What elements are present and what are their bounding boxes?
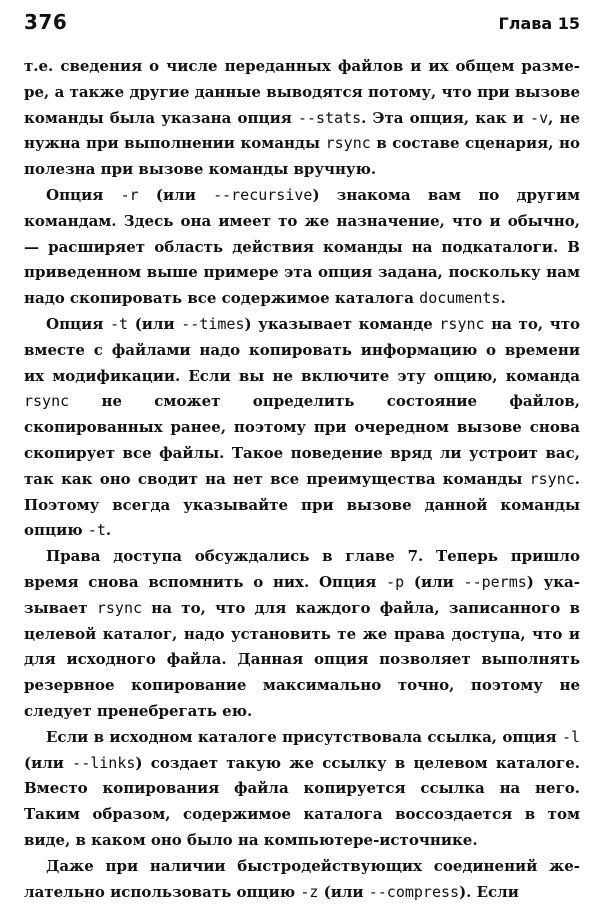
inline-code: --links	[72, 753, 136, 772]
inline-code: --compress	[368, 882, 460, 901]
inline-code: -l	[561, 727, 580, 746]
paragraph	[24, 544, 580, 725]
paragraph	[24, 54, 580, 183]
text-run: ) знакома вам по другим командам. Здесь она имеет то же назначение, что и обычно, — расширяет область действия команды на подкаталоги. В приведенном выше примере эта опция задана, поскольку нам надо скопировать все содержимое каталога	[24, 185, 580, 308]
text-run: Даже при наличии быстродействующих соединений желательно использовать опцию	[24, 856, 580, 901]
inline-code: --perms	[463, 572, 527, 591]
text-run: . Поэтому всегда указывайте при вызове данной команды опцию	[24, 469, 580, 540]
text-run: на то, что для каждого файла, записанного в целевой каталог, надо установить те же права доступа, что и для исходного файла. Данная опция позволяет выполнять резервное копирование максимально точно, поэтому не следует пренебрегать ею.	[24, 598, 580, 720]
text-run: Опция	[46, 314, 110, 333]
text-run: на то, что вместе с файлами надо копировать информацию о времени их модификации. Если вы не включите эту опцию, команда	[24, 314, 580, 385]
chapter-label: Глава 15	[498, 14, 580, 33]
inline-code: -z	[300, 882, 319, 901]
text-run: .	[105, 521, 112, 540]
text-run: (или	[404, 572, 464, 591]
text-run: , не нужна при выполнении команды	[24, 108, 580, 153]
inline-code: --stats	[297, 108, 362, 127]
running-head	[24, 10, 580, 54]
text-run: ) создает такую же ссылку в целевом каталоге. Вместо копирования файла копируется ссылка на него. Таким образом, содержимое каталога воссоздается в том виде, в каком оно было на компьютере-источнике.	[24, 753, 580, 849]
text-run: (или	[24, 753, 73, 772]
text-run: ). Если	[459, 882, 519, 901]
body-text	[24, 54, 580, 905]
inline-code: rsync	[439, 314, 485, 333]
inline-code: rsync	[325, 134, 371, 153]
page-number: 376	[24, 10, 68, 34]
inline-code: --recursive	[213, 185, 313, 204]
text-run: т.е. сведения о числе переданных файлов и их общем размере, а также другие данные выводятся потому, что при вызове команды была указана опция	[24, 57, 580, 127]
text-run: Опция	[46, 185, 121, 204]
text-run: (или	[138, 185, 214, 204]
inline-code: -p	[386, 572, 405, 591]
text-run: Права доступа обсуждались в главе 7. Теперь пришло время снова вспомнить о них. Опция	[24, 547, 580, 591]
paragraph	[24, 183, 580, 312]
inline-code: rsync	[24, 392, 70, 411]
text-run: (или	[128, 314, 182, 333]
inline-code: -t	[109, 314, 129, 333]
text-run: ) указывает команде	[244, 314, 440, 333]
inline-code: -r	[120, 185, 139, 204]
paragraph	[24, 854, 580, 905]
inline-code: documents	[419, 289, 501, 308]
text-run: ) указывает	[24, 572, 580, 617]
inline-code: --times	[181, 314, 245, 333]
text-run: не сможет определить состояние файлов, скопированных ранее, поэтому при очередном вызове снова скопирует все файлы. Такое поведение вряд ли устроит вас, так как оно сводит на нет все преимущества команды	[24, 392, 580, 488]
text-run: .	[500, 289, 506, 308]
text-run: Если в исходном каталоге присутствовала ссылка, опция	[46, 727, 562, 746]
text-run: . Эта опция, как и	[361, 108, 531, 127]
text-run: (или	[318, 882, 369, 901]
paragraph	[24, 312, 580, 544]
inline-code: -v	[530, 108, 549, 127]
inline-code: -t	[87, 521, 106, 540]
paragraph	[24, 725, 580, 854]
text-run: в составе сценария, но полезна при вызове команды вручную.	[24, 134, 581, 179]
inline-code: rsync	[96, 598, 143, 617]
inline-code: rsync	[529, 469, 575, 488]
